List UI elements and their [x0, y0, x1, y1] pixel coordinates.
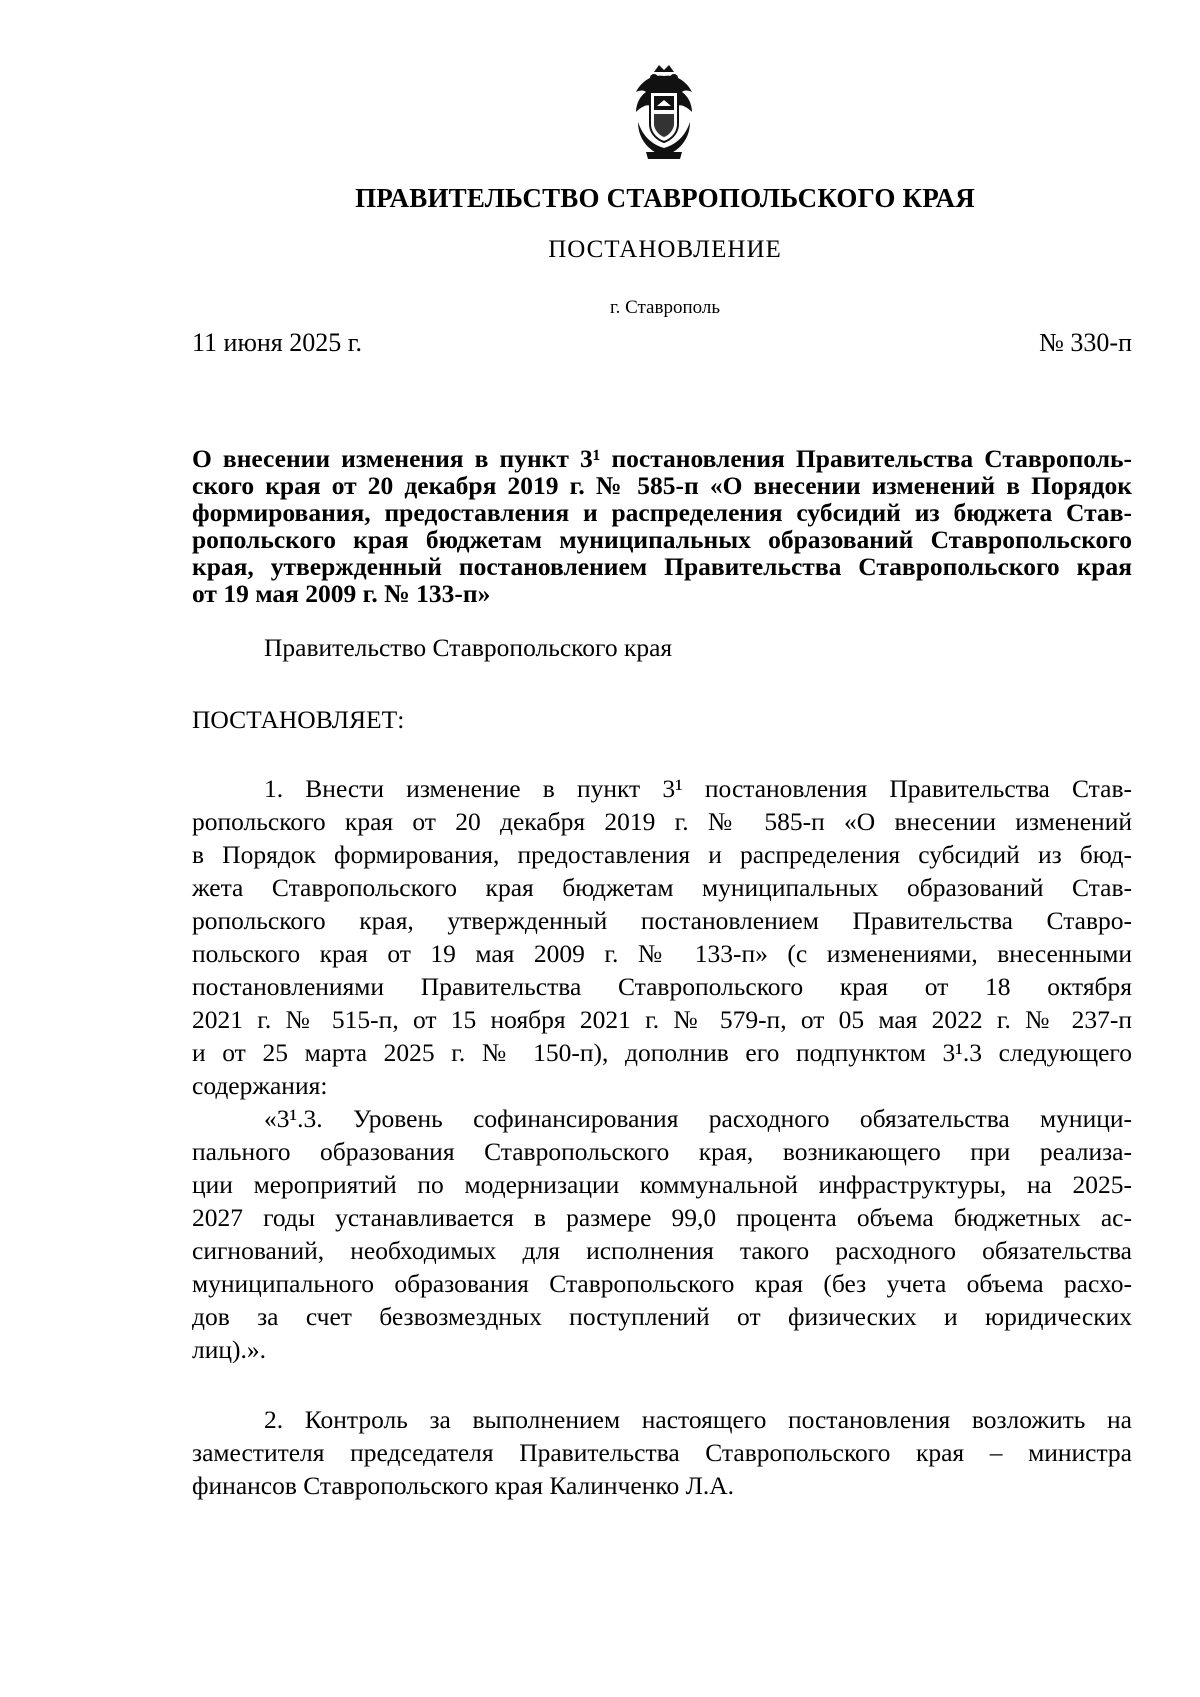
quote-line: сигнований, необходимых для исполнения такого расходного обязательства	[192, 1236, 1132, 1265]
item1-line: и от 25 марта 2025 г. № 150-п), дополнив его подпунктом 3¹.3 следующего	[192, 1038, 1132, 1067]
subject-line: от 19 мая 2009 г. № 133-п»	[192, 579, 491, 608]
decides-heading: ПОСТАНОВЛЯЕТ:	[192, 705, 405, 734]
quote-line: лиц).».	[192, 1335, 267, 1364]
document-type: ПОСТАНОВЛЕНИЕ	[548, 236, 782, 263]
coat-of-arms-icon	[624, 62, 704, 162]
item1-line: жета Ставропольского края бюджетам муниципальных образований Став-	[192, 873, 1132, 902]
item1-line: в Порядок формирования, предоставления и распределения субсидий из бюд-	[192, 840, 1132, 869]
item2-line: заместителя председателя Правительства Ставропольского края – министра	[192, 1438, 1132, 1467]
item2-line: финансов Ставропольского края Калинченко Л.А.	[192, 1471, 735, 1500]
document-number: № 330-п	[1039, 328, 1132, 357]
item2-line: 2. Контроль за выполнением настоящего постановления возложить на	[264, 1405, 1132, 1434]
subject-line: ского края от 20 декабря 2019 г. № 585-п «О внесении изменений в Порядок	[192, 471, 1132, 500]
subject-line: формирования, предоставления и распределения субсидий из бюджета Став-	[192, 498, 1132, 527]
subject-line: ропольского края бюджетам муниципальных образований Ставропольского	[192, 525, 1132, 554]
quote-line: 2027 годы устанавливается в размере 99,0 процента объема бюджетных ас-	[192, 1203, 1132, 1232]
item1-line: ропольского края, утвержденный постановлением Правительства Ставро-	[192, 906, 1132, 935]
item1-line: 1. Внести изменение в пункт 3¹ постановления Правительства Став-	[264, 774, 1132, 803]
quote-line: дов за счет безвозмездных поступлений от физических и юридических	[192, 1302, 1132, 1331]
item1-line: ропольского края от 20 декабря 2019 г. № 585-п «О внесении изменений	[192, 807, 1132, 836]
quote-line: муниципального образования Ставропольского края (без учета объема расхо-	[192, 1269, 1132, 1298]
item1-line: содержания:	[192, 1071, 328, 1100]
document-date: 11 июня 2025 г.	[192, 328, 362, 357]
item1-line: 2021 г. № 515-п, от 15 ноября 2021 г. № 579-п, от 05 мая 2022 г. № 237-п	[192, 1005, 1132, 1034]
organization-title: ПРАВИТЕЛЬСТВО СТАВРОПОЛЬСКОГО КРАЯ	[355, 183, 975, 213]
subject-line: О внесении изменения в пункт 3¹ постановления Правительства Ставрополь-	[192, 444, 1132, 473]
item1-line: польского края от 19 мая 2009 г. № 133-п» (с изменениями, внесенными	[192, 939, 1132, 968]
item1-line: постановлениями Правительства Ставропольского края от 18 октября	[192, 972, 1132, 1001]
quote-line: ции мероприятий по модернизации коммунальной инфраструктуры, на 2025-	[192, 1170, 1132, 1199]
subject-line: края, утвержденный постановлением Правительства Ставропольского края	[192, 552, 1132, 581]
quote-line: пального образования Ставропольского края, возникающего при реализа-	[192, 1137, 1132, 1166]
quote-line: «3¹.3. Уровень софинансирования расходного обязательства муници-	[264, 1104, 1132, 1133]
issuer-line: Правительство Ставропольского края	[264, 633, 673, 662]
issue-city: г. Ставрополь	[609, 297, 721, 318]
document-subject	[192, 445, 1132, 607]
